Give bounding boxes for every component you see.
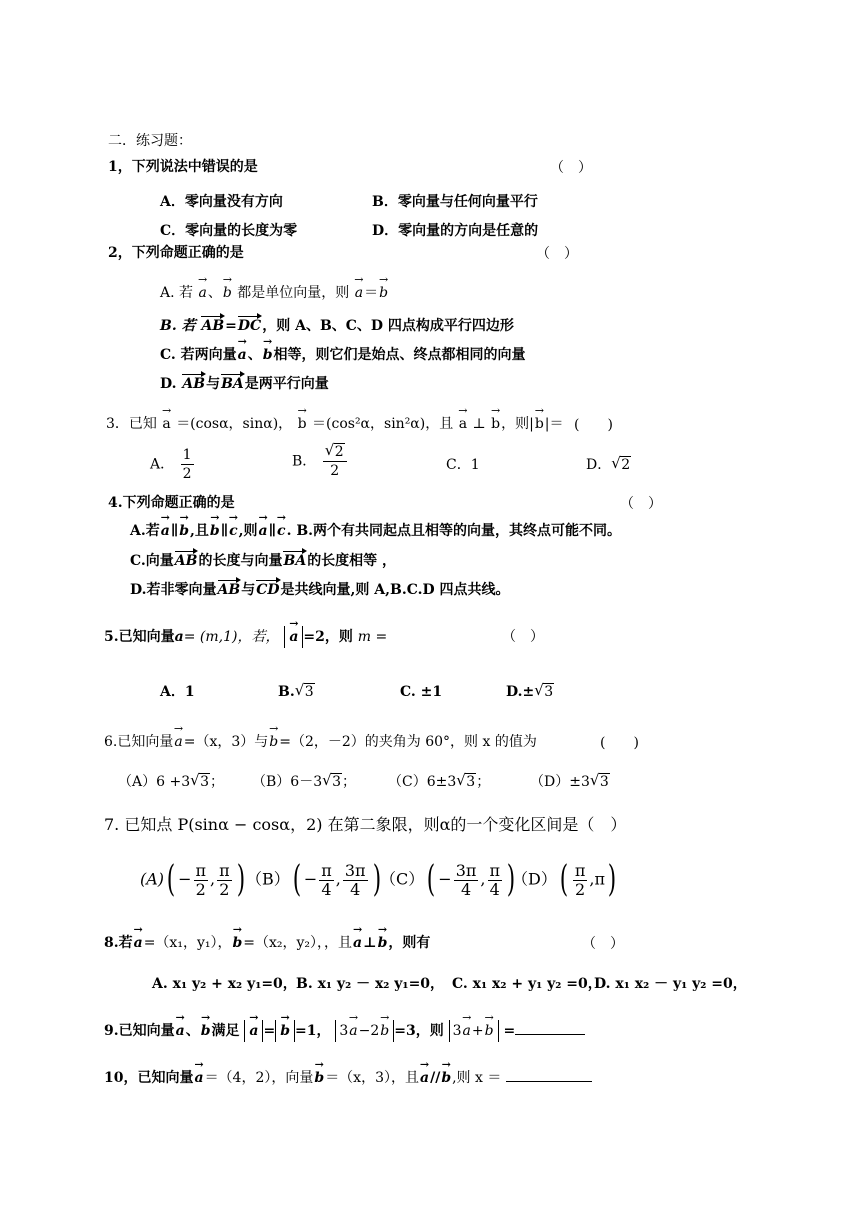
- q6-d-label: （D）±3: [530, 774, 590, 790]
- vector-cd: CD: [256, 582, 280, 598]
- q3-perp: ⊥: [472, 416, 486, 432]
- q9-eq1: =: [263, 1023, 276, 1039]
- vector-b: → b: [534, 414, 545, 434]
- vector-dc: DC: [237, 318, 262, 334]
- sqrt-sign: [322, 772, 342, 792]
- q6-option-d[interactable]: [530, 772, 610, 792]
- vector-a: → a: [354, 283, 364, 303]
- q6-a-label: （A）6 +3: [118, 774, 191, 790]
- q10-stem-a: ＝（4，2），向量: [204, 1070, 314, 1086]
- vector-a: → a: [133, 933, 144, 953]
- paren-right: ): [236, 859, 245, 900]
- q2-stem: 2，下列命题正确的是: [108, 245, 244, 261]
- q4-c-post: 的长度相等 ，: [307, 553, 397, 569]
- q5-stem-prefix: 5.已知向量: [104, 629, 175, 645]
- q5-stem-eq: = (m,1)，若，: [183, 629, 280, 645]
- q3-stem-post: ，则|: [501, 416, 534, 432]
- fraction-denominator: 4: [321, 879, 332, 899]
- fraction-numerator: π: [219, 860, 230, 880]
- q3-d-label: D．: [586, 457, 612, 473]
- vector-b: → b: [490, 414, 501, 434]
- vector-b: → b: [178, 521, 190, 541]
- q7-a-label: (A): [140, 869, 165, 889]
- q7-c-label: （C）: [380, 869, 425, 889]
- q2-b-text: ，则 A、B、C、D 四点构成平行四边形: [262, 318, 514, 334]
- vector-b: → b: [200, 1021, 212, 1041]
- paren-left: (: [427, 859, 436, 900]
- sqrt-sign: [190, 772, 210, 792]
- vector-b: → b: [268, 732, 279, 752]
- vector-b: → b: [297, 414, 308, 434]
- vector-a: → a: [458, 414, 468, 434]
- q9-eq2: =1，: [294, 1023, 331, 1039]
- q4-a-and: ,且: [190, 523, 209, 539]
- q4-option-d[interactable]: [130, 580, 510, 600]
- abs-vector-b: [275, 1020, 295, 1042]
- q10-stem-prefix: 10，已知向量: [104, 1070, 194, 1086]
- q4-c-mid: 的长度与向量: [198, 553, 283, 569]
- q4-c-prefix: C.向量: [130, 553, 174, 569]
- q2-c-sep: 、: [247, 347, 262, 363]
- q2-a-prefix: A. 若: [160, 285, 194, 301]
- vector-ab: AB: [201, 318, 225, 334]
- q4-stem: 4.下列命题正确的是: [108, 495, 235, 511]
- fraction-denominator: 2: [330, 463, 340, 479]
- sqrt-sign: [325, 443, 345, 461]
- parallel-sign: ∥: [220, 523, 229, 539]
- q3-option-b[interactable]: [292, 443, 349, 480]
- q2-d-prefix: D.: [160, 376, 177, 392]
- q3-stem-prefix: 3．已知: [106, 416, 157, 432]
- q7-option-a[interactable]: (A)( − $\frac{\pi}{2}$ , $\frac{\pi}{2}$ ): [140, 859, 245, 900]
- vector-a: → a: [419, 1068, 430, 1088]
- q4-option-a-b[interactable]: [130, 521, 621, 541]
- q7-option-c[interactable]: （C）( − $\frac{3\pi}{4}$ , $\frac{\pi}{4}$ ): [380, 859, 516, 900]
- q10-parallel: //: [430, 1070, 441, 1086]
- fraction: [454, 862, 479, 899]
- q3-option-a[interactable]: [150, 446, 196, 483]
- vector-a: → a: [193, 1068, 204, 1088]
- sqrt-sign: [456, 772, 476, 792]
- q10-answer-blank[interactable]: [506, 1067, 592, 1082]
- fraction-denominator: 2: [219, 879, 230, 899]
- q7-d-end: ,π: [589, 869, 606, 889]
- vector-a-bold: a: [174, 629, 184, 645]
- q6-stem-a: =（x，3）与: [183, 734, 269, 750]
- fraction-numerator: 1: [182, 447, 192, 463]
- q9-eq3: =3，则: [394, 1023, 444, 1039]
- abs-3a-minus-2b: [335, 1020, 394, 1042]
- q7-option-b[interactable]: （B）( − $\frac{\pi}{4}$ , $\frac{3\pi}{4}$ ): [246, 859, 381, 900]
- fraction-numerator: 3π: [455, 860, 477, 880]
- vector-b: → b: [440, 1068, 452, 1088]
- q2-b-prefix: B. 若: [160, 318, 196, 334]
- q6-b-label: （B）6－3: [252, 774, 323, 790]
- q6-stem-b: =（2，－2）的夹角为 60°，则 x 的值为: [279, 734, 537, 750]
- q4-d-mid: 与: [241, 582, 256, 598]
- vector-a: → a: [248, 1020, 259, 1042]
- fraction: [343, 862, 368, 899]
- vector-b: → b: [313, 1068, 325, 1088]
- q8-perp: ⊥: [363, 935, 377, 951]
- vector-b: → b: [209, 521, 221, 541]
- q3-a-fraction: [181, 446, 194, 483]
- q8-stem-b: =（x₂，y₂），，且: [243, 935, 353, 951]
- q7-b-label: （B）: [246, 869, 290, 889]
- fraction: [573, 862, 588, 899]
- fraction-denominator: 4: [350, 879, 361, 899]
- vector-a: → a: [352, 933, 363, 953]
- parallel-sign: ∥: [170, 523, 179, 539]
- sqrt-sign: [534, 682, 554, 702]
- minus-2: −2: [358, 1023, 380, 1039]
- q4-option-c[interactable]: [130, 551, 396, 571]
- abs-vector-a: [244, 1020, 263, 1042]
- q9-stem: [104, 1020, 585, 1042]
- sqrt-sign: [611, 455, 631, 475]
- q4-a-end: .: [286, 523, 292, 539]
- q1-option-a[interactable]: A．零向量没有方向: [160, 194, 283, 210]
- q8-stem-a: =（x₁，y₁），: [143, 935, 232, 951]
- q5-stem: [104, 626, 387, 648]
- vector-a: → a: [288, 626, 299, 648]
- q8-option-b[interactable]: B. x₁ y₂ － x₂ y₁=0，: [296, 976, 445, 992]
- radicand: 3: [200, 774, 210, 790]
- q3-b-label: B．: [292, 453, 317, 470]
- q6-sep: ；: [342, 774, 357, 790]
- radicand: 2: [621, 457, 631, 473]
- vector-b: → b: [377, 933, 389, 953]
- q5-option-c[interactable]: C. ±1: [400, 684, 443, 700]
- q8-stem-prefix: 8.若: [104, 935, 133, 951]
- fraction: [488, 862, 503, 899]
- fraction-numerator: π: [489, 860, 501, 880]
- q5-option-d[interactable]: [506, 682, 554, 702]
- vector-ab: AB: [174, 553, 198, 569]
- q4-a-prefix: A.若: [130, 523, 160, 539]
- vector-a: → a: [160, 521, 171, 541]
- radicand: 3: [466, 774, 476, 790]
- vector-b: → b: [231, 933, 243, 953]
- q3-stem: [106, 414, 564, 434]
- q3-stem-post2: |＝: [544, 416, 564, 432]
- vector-a: → a: [197, 283, 207, 303]
- paren-right: ): [607, 859, 617, 900]
- q6-c-label: （C）6±3: [388, 774, 457, 790]
- q7-stem: 7. 已知点 P(sinα − cosα，2) 在第二象限，则α的一个变化区间是（ ）: [104, 815, 627, 834]
- fraction: [194, 862, 209, 899]
- vector-b: → b: [262, 345, 274, 365]
- fraction: [319, 862, 334, 899]
- sqrt-sign: [590, 772, 610, 792]
- q4-answer-paren[interactable]: （ ）: [620, 496, 662, 512]
- fraction-denominator: 2: [195, 879, 206, 899]
- q5-stem-m: m =: [357, 629, 388, 645]
- fraction-denominator: 4: [489, 879, 500, 899]
- paren-left: (: [559, 859, 569, 900]
- q2-option-d[interactable]: [160, 374, 329, 394]
- q5-stem-abs: =2，则: [303, 629, 353, 645]
- vector-a: → a: [175, 1021, 186, 1041]
- vector-a: → a: [348, 1020, 358, 1042]
- q9-answer-blank[interactable]: [515, 1020, 585, 1035]
- q10-stem: [104, 1067, 592, 1088]
- paren-left: (: [292, 859, 302, 900]
- abs-3a-plus-b: [449, 1020, 499, 1042]
- q9-sep: 、: [185, 1023, 200, 1039]
- q2-option-b[interactable]: [160, 316, 514, 336]
- q2-c-prefix: C. 若两向量: [160, 347, 237, 363]
- q8-option-c[interactable]: C. x₁ x₂ + y₁ y₂ =0，: [452, 976, 602, 992]
- vector-ba: BA: [221, 376, 244, 392]
- fraction-numerator: [323, 443, 347, 462]
- fraction-numerator: π: [321, 860, 332, 880]
- q7-d-label: （D）: [512, 869, 557, 889]
- radicand: 3: [304, 684, 314, 700]
- radicand: 3: [599, 774, 609, 790]
- q2-d-sep: 与: [206, 376, 221, 392]
- vector-b: → b: [484, 1020, 495, 1042]
- paren-right: ): [506, 859, 516, 900]
- q4-d-post: 是共线向量,则 A,B.C.D 四点共线。: [280, 582, 510, 598]
- fraction-denominator: 4: [460, 879, 472, 899]
- q8-option-d[interactable]: D. x₁ x₂ － y₁ y₂ =0，: [594, 976, 747, 992]
- paren-left: (: [166, 859, 176, 900]
- vector-a: → a: [173, 732, 183, 752]
- vector-a: → a: [161, 414, 171, 434]
- vector-ab: AB: [217, 582, 241, 598]
- sqrt-sign: [295, 682, 315, 702]
- q2-b-eq: =: [225, 318, 237, 334]
- fraction-numerator: 3π: [344, 860, 366, 880]
- q3-a-label: A．: [150, 456, 175, 473]
- radicand: 2: [334, 444, 344, 460]
- fraction-numerator: π: [574, 860, 586, 880]
- q5-b-label: B.: [278, 684, 295, 700]
- q3-option-c[interactable]: C．1: [446, 457, 480, 473]
- fraction: [217, 862, 232, 899]
- radicand: 3: [332, 774, 342, 790]
- q9-satisfy: 满足: [211, 1023, 240, 1039]
- q1-option-b[interactable]: B．零向量与任何向量平行: [372, 194, 538, 210]
- q2-answer-paren[interactable]: （ ）: [536, 246, 578, 262]
- q8-stem: [104, 933, 430, 953]
- q1-option-c[interactable]: C．零向量的长度为零: [160, 223, 298, 239]
- vector-a: → a: [258, 521, 269, 541]
- q3-option-d[interactable]: [586, 455, 631, 475]
- vector-ab: AB: [182, 376, 206, 392]
- vector-a: → a: [237, 345, 248, 365]
- q6-sep: ；: [476, 774, 491, 790]
- q2-a-text: 都是单位向量，则: [237, 285, 350, 301]
- parallel-sign: ∥: [268, 523, 277, 539]
- q3-answer-paren[interactable]: ( ): [574, 417, 613, 433]
- vector-b: → b: [222, 283, 233, 303]
- q8-answer-paren[interactable]: （ ）: [582, 936, 624, 952]
- q6-stem-prefix: 6.已知向量: [104, 734, 174, 750]
- q1-option-d[interactable]: D．零向量的方向是任意的: [372, 223, 539, 239]
- q3-b-fraction: [323, 443, 347, 480]
- section-title: 二．练习题：: [108, 133, 192, 149]
- coef-3: 3: [452, 1023, 462, 1039]
- q2-d-text: 是两平行向量: [244, 376, 329, 392]
- q3-stem-b: ＝(cos²α，sin²α)，且: [312, 416, 454, 432]
- q9-eq4: =: [503, 1023, 516, 1039]
- fraction-numerator: π: [195, 860, 207, 880]
- q4-d-prefix: D.若非零向量: [130, 582, 217, 598]
- q3-stem-a: ＝(cosα，sinα)，: [176, 416, 293, 432]
- q2-a-eq: ＝: [364, 285, 379, 301]
- q6-option-a[interactable]: [118, 772, 224, 792]
- q8-stem-post: ，则有: [388, 935, 431, 951]
- q8-option-a[interactable]: A. x₁ y₂ + x₂ y₁=0，: [152, 976, 297, 992]
- coef-3: 3: [339, 1023, 349, 1039]
- q10-stem-post: ,则 x ＝: [452, 1070, 502, 1086]
- q5-answer-paren[interactable]: （ ）: [502, 629, 544, 645]
- radicand: 3: [544, 684, 554, 700]
- q2-a-sep: 、: [207, 285, 222, 301]
- q4-option-b: B.两个有共同起点且相等的向量，其终点可能不同。: [296, 523, 622, 539]
- vector-b: → b: [279, 1020, 291, 1042]
- q4-a-then: ,则: [238, 523, 258, 539]
- q6-option-b[interactable]: [252, 772, 356, 792]
- vector-c: → c: [228, 521, 239, 541]
- q7-option-d[interactable]: [512, 860, 619, 900]
- q1-answer-paren[interactable]: （ ）: [550, 160, 592, 176]
- vector-b: → b: [379, 1020, 390, 1042]
- q2-option-a[interactable]: [160, 283, 389, 303]
- paren-right: ): [372, 859, 381, 900]
- fraction-denominator: 2: [182, 466, 192, 482]
- q2-option-c[interactable]: [160, 345, 526, 365]
- fraction-denominator: 2: [575, 879, 586, 899]
- q6-stem: [104, 732, 537, 752]
- q1-stem: 1，下列说法中错误的是: [108, 159, 258, 175]
- vector-ba: BA: [283, 553, 307, 569]
- q6-answer-paren[interactable]: ( ): [600, 735, 639, 751]
- abs-vector-a: [284, 626, 303, 648]
- q5-option-a[interactable]: A．1: [160, 684, 195, 700]
- q10-stem-b: ＝（x，3），且: [325, 1070, 419, 1086]
- q6-sep: ；: [210, 774, 225, 790]
- vector-a: → a: [462, 1020, 472, 1042]
- q9-stem-prefix: 9.已知向量: [104, 1023, 175, 1039]
- q6-option-c[interactable]: [388, 772, 490, 792]
- q5-d-label: D.±: [506, 684, 535, 700]
- plus: +: [471, 1023, 484, 1039]
- q5-option-b[interactable]: [278, 682, 315, 702]
- vector-c: → c: [276, 521, 287, 541]
- vector-b: → b: [378, 283, 389, 303]
- q2-c-text: 相等，则它们是始点、终点都相同的向量: [273, 347, 526, 363]
